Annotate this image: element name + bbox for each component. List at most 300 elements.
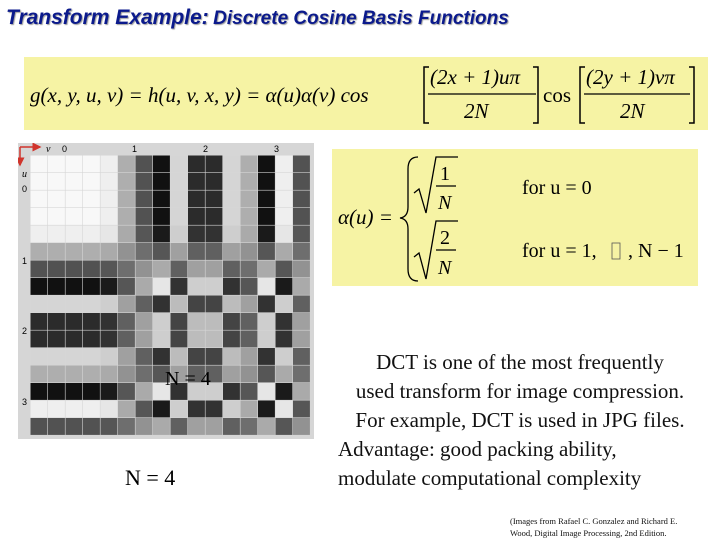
basis-pixel xyxy=(188,296,205,313)
basis-pixel xyxy=(153,401,170,418)
basis-pixel xyxy=(223,226,240,243)
basis-pixel xyxy=(206,348,223,365)
basis-pixel xyxy=(258,383,275,400)
basis-pixel xyxy=(153,226,170,243)
numerator-1: (2x + 1)uπ xyxy=(430,65,520,89)
basis-pixel xyxy=(136,296,153,313)
basis-pixel xyxy=(206,226,223,243)
basis-pixel xyxy=(206,296,223,313)
basis-pixel xyxy=(153,191,170,208)
basis-pixel xyxy=(31,278,48,295)
basis-pixel xyxy=(118,313,135,330)
basis-pixel xyxy=(48,401,65,418)
basis-pixel xyxy=(258,296,275,313)
basis-pixel xyxy=(101,313,118,330)
basis-pixel xyxy=(241,348,258,365)
basis-pixel xyxy=(206,401,223,418)
basis-pixel xyxy=(48,366,65,383)
basis-pixel xyxy=(118,226,135,243)
basis-pixel xyxy=(258,401,275,418)
basis-pixel xyxy=(171,243,188,260)
basis-pixel xyxy=(136,191,153,208)
basis-pixel xyxy=(171,348,188,365)
basis-pixel xyxy=(188,418,205,435)
left-bracket-1 xyxy=(424,67,429,123)
basis-pixel xyxy=(241,383,258,400)
cases-brace xyxy=(400,157,418,281)
basis-pixel xyxy=(136,366,153,383)
basis-pixel xyxy=(241,418,258,435)
basis-pixel xyxy=(293,331,310,348)
basis-pixel xyxy=(153,348,170,365)
basis-pixel xyxy=(66,383,83,400)
basis-pixel xyxy=(223,418,240,435)
basis-pixel xyxy=(101,418,118,435)
denominator-1: 2N xyxy=(464,99,489,123)
basis-pixel xyxy=(153,208,170,225)
basis-pixel xyxy=(118,401,135,418)
basis-pixel xyxy=(153,418,170,435)
dct-basis-image xyxy=(18,143,314,439)
basis-pixel xyxy=(171,173,188,190)
basis-pixel xyxy=(83,418,100,435)
basis-pixel xyxy=(153,261,170,278)
basis-pixel xyxy=(293,226,310,243)
basis-pixel xyxy=(241,401,258,418)
basis-pixel xyxy=(293,261,310,278)
basis-pixel xyxy=(258,366,275,383)
basis-pixel xyxy=(101,331,118,348)
description-line-5: modulate computational complexity xyxy=(338,466,642,490)
basis-pixel xyxy=(83,278,100,295)
basis-pixel xyxy=(83,313,100,330)
description-line-2: used transform for image compression. xyxy=(355,379,685,403)
basis-pixel xyxy=(136,226,153,243)
case2-numerator: 2 xyxy=(440,227,450,249)
basis-pixel xyxy=(118,173,135,190)
basis-pixel xyxy=(223,383,240,400)
basis-pixel xyxy=(83,191,100,208)
basis-pixel xyxy=(66,261,83,278)
basis-pixel xyxy=(293,418,310,435)
basis-pixel xyxy=(258,278,275,295)
basis-pixel xyxy=(48,348,65,365)
dct-basis-formula xyxy=(24,57,708,130)
basis-pixel xyxy=(241,261,258,278)
basis-pixel xyxy=(223,191,240,208)
sqrt-sign-1 xyxy=(414,157,458,213)
basis-pixel xyxy=(293,348,310,365)
basis-pixel xyxy=(136,331,153,348)
basis-pixel xyxy=(223,348,240,365)
case2-denominator: N xyxy=(438,257,452,279)
case1-condition: for u = 0 xyxy=(522,177,592,199)
basis-pixel xyxy=(31,366,48,383)
basis-pixel xyxy=(276,156,293,173)
basis-pixel xyxy=(241,243,258,260)
basis-pixel xyxy=(83,366,100,383)
basis-pixel xyxy=(153,243,170,260)
u-tick-3: 3 xyxy=(22,397,28,407)
basis-pixel xyxy=(223,156,240,173)
basis-pixel xyxy=(101,191,118,208)
title-part-1: Transform Example: xyxy=(6,6,209,29)
v-tick-0: 0 xyxy=(62,144,68,154)
basis-pixel xyxy=(293,243,310,260)
basis-pixel xyxy=(241,226,258,243)
case1-denominator: N xyxy=(438,192,452,214)
basis-pixel xyxy=(293,313,310,330)
basis-pixel xyxy=(31,313,48,330)
basis-overlay-label: N = 4 xyxy=(165,368,211,390)
basis-pixel xyxy=(276,261,293,278)
basis-pixel xyxy=(188,313,205,330)
basis-pixel xyxy=(31,173,48,190)
basis-pixel xyxy=(293,296,310,313)
basis-pixel xyxy=(118,261,135,278)
basis-pixel xyxy=(241,296,258,313)
basis-pixel xyxy=(101,243,118,260)
alpha-formula-svg xyxy=(332,149,698,286)
basis-pixel xyxy=(153,156,170,173)
basis-pixel xyxy=(293,191,310,208)
basis-pixel xyxy=(83,296,100,313)
case1-numerator: 1 xyxy=(440,163,450,185)
basis-pixel xyxy=(188,278,205,295)
basis-pixel xyxy=(48,191,65,208)
basis-pixel xyxy=(206,243,223,260)
basis-pixel xyxy=(206,278,223,295)
image-credit xyxy=(510,515,677,539)
basis-pixel xyxy=(276,313,293,330)
basis-pixel xyxy=(206,418,223,435)
basis-pixel xyxy=(223,296,240,313)
basis-pixel xyxy=(136,383,153,400)
basis-pixel xyxy=(223,208,240,225)
basis-pixel xyxy=(118,348,135,365)
basis-pixel xyxy=(101,261,118,278)
basis-pixel xyxy=(83,348,100,365)
basis-pixel xyxy=(223,366,240,383)
basis-pixel xyxy=(223,331,240,348)
v-tick-3: 3 xyxy=(274,144,280,154)
basis-pixel xyxy=(66,208,83,225)
basis-pixel xyxy=(293,278,310,295)
basis-pixel xyxy=(83,261,100,278)
alpha-formula xyxy=(332,149,698,286)
basis-pixel xyxy=(223,401,240,418)
basis-pixel xyxy=(171,208,188,225)
basis-pixel xyxy=(48,243,65,260)
basis-pixel xyxy=(276,383,293,400)
basis-pixel xyxy=(258,156,275,173)
slide-title xyxy=(6,6,509,30)
right-bracket-2 xyxy=(689,67,694,123)
basis-pixel xyxy=(48,208,65,225)
basis-pixel xyxy=(31,296,48,313)
basis-pixel xyxy=(48,383,65,400)
basis-pixel xyxy=(241,156,258,173)
basis-pixel xyxy=(206,261,223,278)
basis-pixel xyxy=(101,208,118,225)
title-part-2: Discrete Cosine Basis Functions xyxy=(213,8,509,29)
basis-pixel xyxy=(188,401,205,418)
credit-line-1: (Images from Rafael C. Gonzalez and Richard E. xyxy=(510,516,678,526)
n-size-label: N = 4 xyxy=(125,465,176,490)
basis-pixel xyxy=(258,226,275,243)
basis-pixel xyxy=(153,173,170,190)
basis-pixel xyxy=(293,173,310,190)
basis-pixel xyxy=(276,208,293,225)
basis-pixel xyxy=(171,401,188,418)
basis-pixel xyxy=(223,261,240,278)
basis-pixel xyxy=(136,261,153,278)
case2-condition-end: , N − 1 xyxy=(628,240,684,262)
basis-pixel xyxy=(258,191,275,208)
basis-pixel xyxy=(188,261,205,278)
basis-pixel xyxy=(118,191,135,208)
basis-pixel xyxy=(66,226,83,243)
basis-pixel xyxy=(83,156,100,173)
basis-pixel xyxy=(31,418,48,435)
basis-pixel xyxy=(48,331,65,348)
basis-pixel xyxy=(118,278,135,295)
basis-pixel xyxy=(83,401,100,418)
basis-pixel xyxy=(276,418,293,435)
basis-pixel xyxy=(31,226,48,243)
basis-pixel xyxy=(66,173,83,190)
basis-pixel xyxy=(188,348,205,365)
basis-pixel xyxy=(188,243,205,260)
basis-pixel xyxy=(31,156,48,173)
basis-pixel xyxy=(31,261,48,278)
basis-pixel xyxy=(66,366,83,383)
basis-pixel xyxy=(136,278,153,295)
basis-pixel xyxy=(83,173,100,190)
basis-pixel xyxy=(293,366,310,383)
u-axis-label: u xyxy=(22,169,27,180)
basis-pixel xyxy=(136,156,153,173)
basis-pixel xyxy=(241,278,258,295)
basis-pixel xyxy=(66,278,83,295)
basis-pixel xyxy=(83,383,100,400)
numerator-2: (2y + 1)vπ xyxy=(586,65,675,89)
basis-pixel xyxy=(101,348,118,365)
basis-pixel xyxy=(31,243,48,260)
basis-pixel xyxy=(118,208,135,225)
basis-pixel xyxy=(223,173,240,190)
basis-pixel xyxy=(101,173,118,190)
basis-pixel xyxy=(136,313,153,330)
basis-pixel xyxy=(66,243,83,260)
dct-basis-image-svg xyxy=(18,143,314,439)
basis-pixel xyxy=(66,313,83,330)
basis-pixel xyxy=(188,208,205,225)
basis-pixel xyxy=(118,156,135,173)
dct-basis-formula-svg xyxy=(24,57,708,130)
basis-pixel xyxy=(276,366,293,383)
basis-pixel xyxy=(171,226,188,243)
basis-pixel xyxy=(136,173,153,190)
right-bracket-1 xyxy=(533,67,538,123)
basis-pixel xyxy=(101,156,118,173)
basis-pixel xyxy=(66,296,83,313)
left-bracket-2 xyxy=(580,67,585,123)
basis-pixel xyxy=(206,173,223,190)
basis-pixel xyxy=(276,296,293,313)
basis-pixel xyxy=(83,208,100,225)
basis-pixel xyxy=(66,191,83,208)
v-axis-label: v xyxy=(46,144,51,155)
basis-pixel xyxy=(66,418,83,435)
basis-pixel xyxy=(293,401,310,418)
basis-pixel xyxy=(188,156,205,173)
basis-pixel xyxy=(31,348,48,365)
basis-pixel xyxy=(101,366,118,383)
basis-pixel xyxy=(241,313,258,330)
credit-line-2: Wood, Digital Image Processing, 2nd Edition. xyxy=(510,528,667,538)
basis-pixel xyxy=(206,191,223,208)
basis-pixel xyxy=(118,418,135,435)
basis-pixel xyxy=(31,331,48,348)
basis-pixel xyxy=(276,173,293,190)
basis-pixel xyxy=(136,418,153,435)
basis-pixel xyxy=(83,226,100,243)
basis-pixel xyxy=(101,296,118,313)
basis-pixel xyxy=(276,243,293,260)
basis-pixel xyxy=(31,208,48,225)
alpha-lhs: α(u) = xyxy=(338,205,393,229)
basis-pixel xyxy=(101,226,118,243)
description-line-4: Advantage: good packing ability, xyxy=(338,437,617,461)
basis-pixel xyxy=(276,331,293,348)
basis-pixel xyxy=(136,401,153,418)
basis-pixel xyxy=(48,156,65,173)
basis-pixel xyxy=(171,313,188,330)
basis-pixel xyxy=(293,156,310,173)
basis-pixel xyxy=(48,173,65,190)
basis-pixel xyxy=(83,243,100,260)
basis-pixel xyxy=(153,296,170,313)
basis-pixel xyxy=(276,191,293,208)
basis-pixel xyxy=(136,243,153,260)
basis-pixel xyxy=(223,243,240,260)
basis-pixel xyxy=(83,331,100,348)
basis-pixel xyxy=(48,226,65,243)
basis-pixel xyxy=(258,348,275,365)
basis-pixel xyxy=(188,173,205,190)
v-tick-2: 2 xyxy=(203,144,209,154)
description-line-1: DCT is one of the most frequently xyxy=(376,350,664,374)
basis-pixel xyxy=(293,208,310,225)
basis-pixel xyxy=(66,401,83,418)
cos-label: cos xyxy=(543,83,571,107)
basis-pixel xyxy=(101,278,118,295)
basis-pixel xyxy=(118,331,135,348)
basis-pixel xyxy=(223,313,240,330)
basis-pixel xyxy=(276,278,293,295)
basis-pixel xyxy=(48,313,65,330)
basis-pixel xyxy=(171,418,188,435)
basis-pixel xyxy=(118,243,135,260)
basis-pixel xyxy=(31,191,48,208)
formula-lhs: g(x, y, u, v) = h(u, v, x, y) = α(u)α(v) cos xyxy=(30,83,369,107)
basis-pixel xyxy=(171,331,188,348)
u-tick-1: 1 xyxy=(22,256,28,266)
basis-pixel xyxy=(258,418,275,435)
basis-pixel xyxy=(118,366,135,383)
basis-pixel xyxy=(101,383,118,400)
basis-pixel xyxy=(258,313,275,330)
basis-pixel xyxy=(31,383,48,400)
case2-condition: for u = 1, xyxy=(522,240,597,262)
basis-pixel xyxy=(258,261,275,278)
basis-pixel xyxy=(153,313,170,330)
basis-pixel xyxy=(241,208,258,225)
basis-pixel xyxy=(276,348,293,365)
basis-pixel xyxy=(31,401,48,418)
basis-pixel xyxy=(241,191,258,208)
basis-pixel xyxy=(136,348,153,365)
basis-pixel xyxy=(66,348,83,365)
basis-pixel xyxy=(66,156,83,173)
denominator-2: 2N xyxy=(620,99,645,123)
basis-pixel xyxy=(258,331,275,348)
basis-pixel xyxy=(258,208,275,225)
basis-pixel xyxy=(293,383,310,400)
basis-pixel xyxy=(206,313,223,330)
basis-pixel xyxy=(188,191,205,208)
basis-pixel xyxy=(206,208,223,225)
basis-pixel xyxy=(48,418,65,435)
basis-pixel xyxy=(258,173,275,190)
basis-pixel xyxy=(118,296,135,313)
basis-pixel xyxy=(66,331,83,348)
basis-pixel xyxy=(48,261,65,278)
description-text xyxy=(326,348,714,493)
u-tick-2: 2 xyxy=(22,326,28,336)
basis-pixel xyxy=(48,296,65,313)
basis-pixel xyxy=(48,278,65,295)
basis-pixel xyxy=(188,226,205,243)
basis-pixel xyxy=(136,208,153,225)
basis-pixel xyxy=(206,331,223,348)
basis-pixel xyxy=(276,226,293,243)
basis-pixel xyxy=(153,278,170,295)
basis-pixel xyxy=(241,366,258,383)
missing-glyph-box xyxy=(612,243,620,259)
basis-grid xyxy=(31,156,310,435)
v-tick-1: 1 xyxy=(132,144,138,154)
basis-pixel xyxy=(153,331,170,348)
basis-pixel xyxy=(171,191,188,208)
basis-pixel xyxy=(241,173,258,190)
basis-pixel xyxy=(101,401,118,418)
basis-pixel xyxy=(171,261,188,278)
basis-pixel xyxy=(258,243,275,260)
u-tick-0: 0 xyxy=(22,184,28,194)
basis-pixel xyxy=(188,331,205,348)
basis-pixel xyxy=(276,401,293,418)
basis-pixel xyxy=(206,156,223,173)
basis-pixel xyxy=(118,383,135,400)
basis-pixel xyxy=(171,296,188,313)
basis-pixel xyxy=(171,278,188,295)
description-line-3: For example, DCT is used in JPG files. xyxy=(355,408,685,432)
basis-pixel xyxy=(223,278,240,295)
basis-pixel xyxy=(241,331,258,348)
basis-pixel xyxy=(171,156,188,173)
